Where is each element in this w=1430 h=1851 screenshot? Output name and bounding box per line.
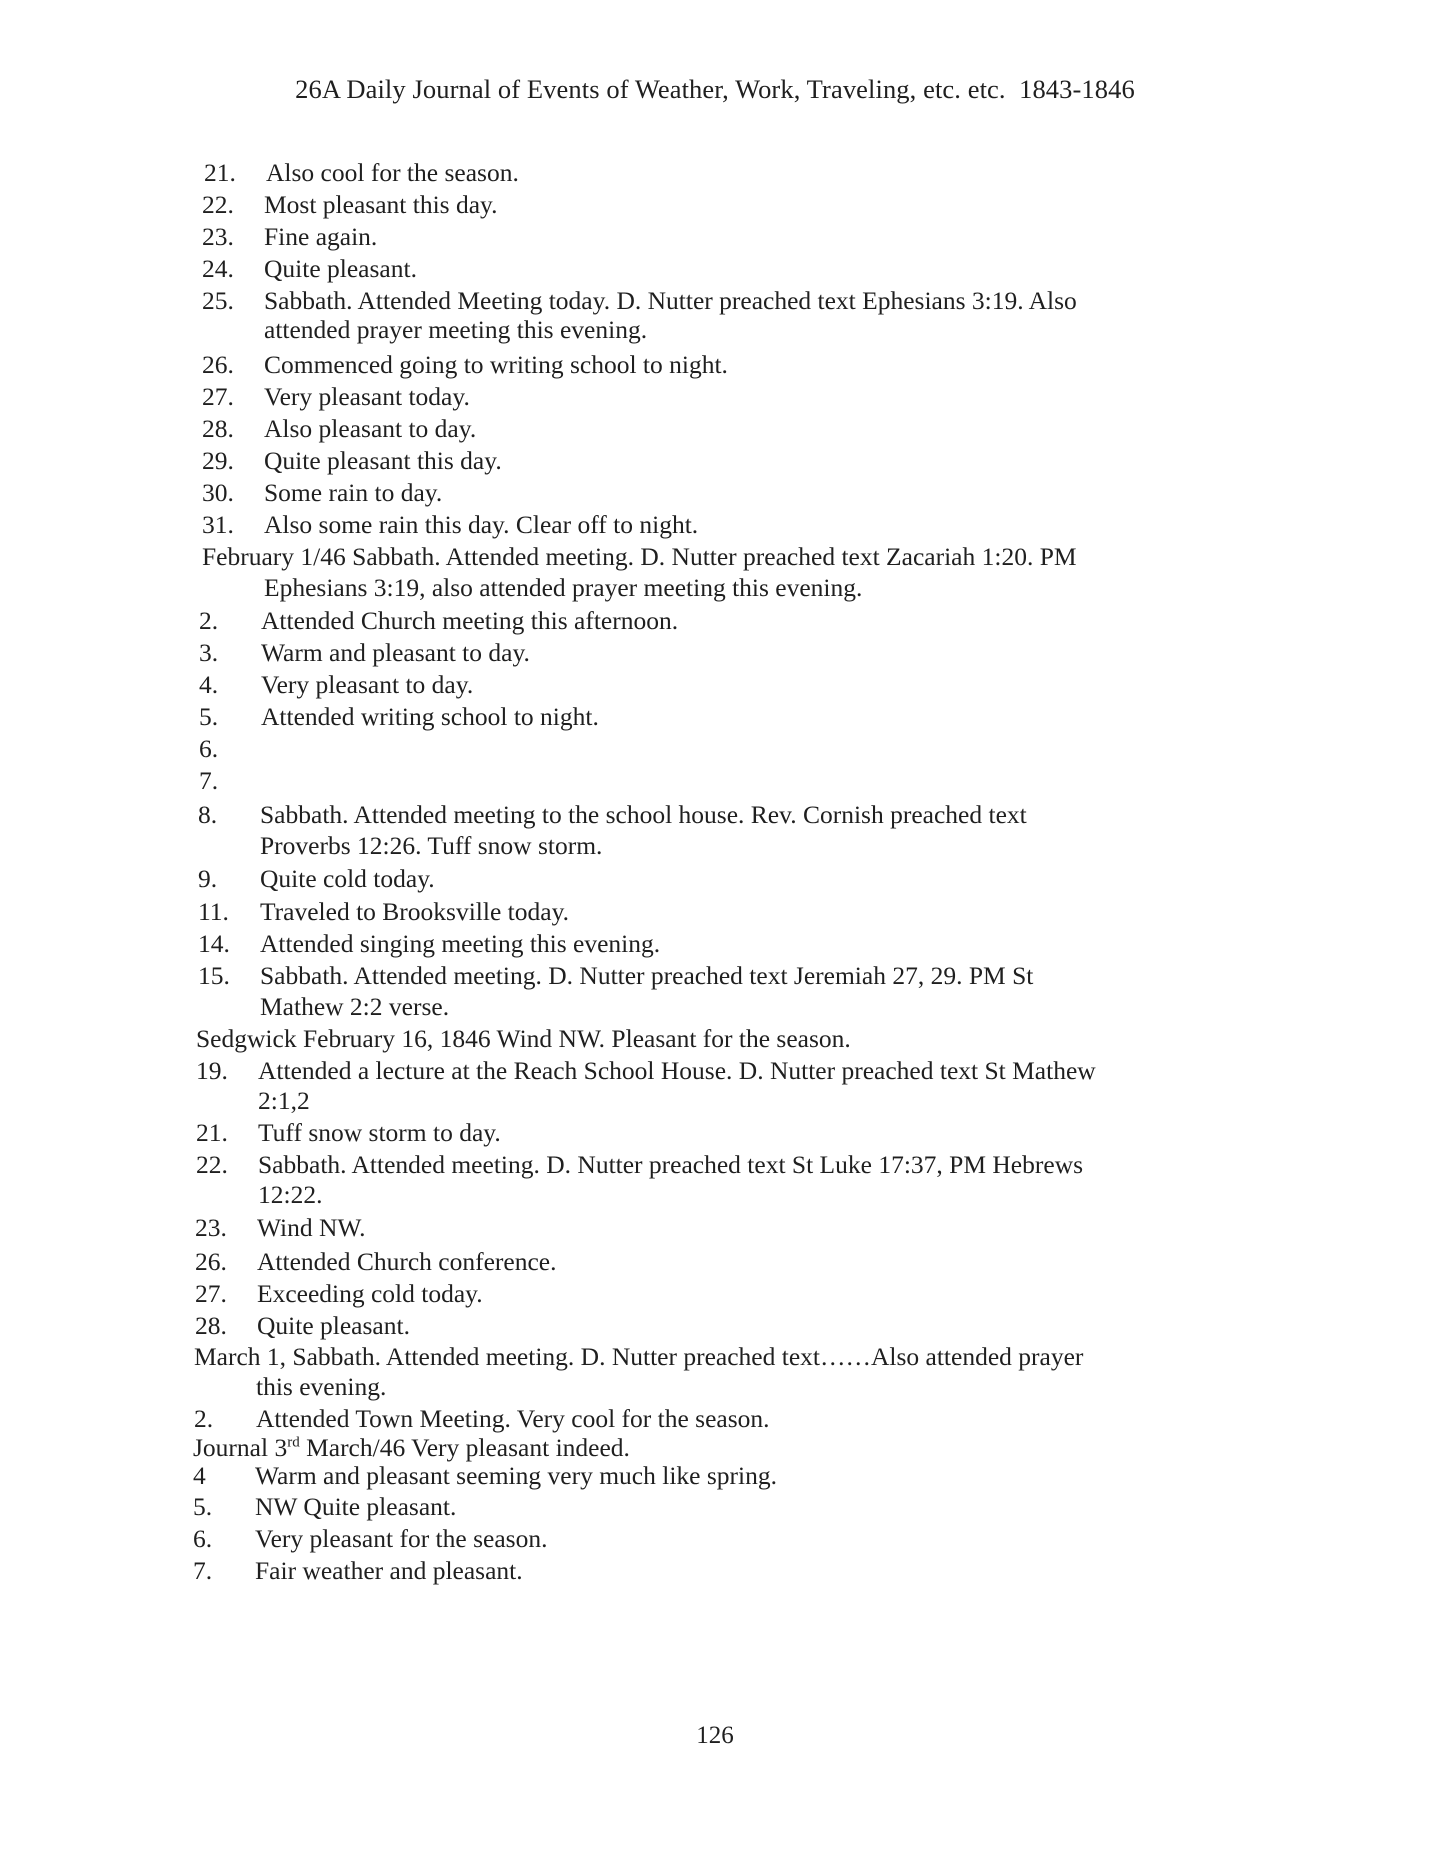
entry-day-number: 3. [199, 638, 219, 667]
entry-day-number: 25. [202, 286, 234, 315]
entry-day-number: 29. [202, 446, 234, 475]
entry-text: Sabbath. Attended meeting. D. Nutter preached text Jeremiah 27, 29. PM St [260, 961, 1034, 990]
entry-text: Quite pleasant. [257, 1311, 410, 1340]
entry-day-number: 2. [194, 1404, 214, 1433]
entry-text: Ephesians 3:19, also attended prayer meeting this evening. [264, 573, 863, 602]
journal-date-line: Sedgwick February 16, 1846 Wind NW. Pleasant for the season. [196, 1024, 851, 1053]
entry-text: Sabbath. Attended meeting. D. Nutter preached text St Luke 17:37, PM Hebrews [258, 1150, 1084, 1179]
entry-day-number: 23. [195, 1213, 227, 1242]
entry-text: Tuff snow storm to day. [258, 1118, 501, 1147]
entry-day-number: 21. [196, 1118, 228, 1147]
entry-text: Very pleasant for the season. [255, 1524, 548, 1553]
entry-text: 2:1,2 [258, 1086, 310, 1115]
entry-day-number: 11. [198, 897, 229, 926]
entry-text: Very pleasant today. [264, 382, 470, 411]
entry-text: Exceeding cold today. [257, 1279, 483, 1308]
entry-day-number: 5. [193, 1492, 213, 1521]
entry-text: Mathew 2:2 verse. [260, 992, 450, 1021]
entry-text: Fair weather and pleasant. [255, 1556, 523, 1585]
journal-title: 26A Daily Journal of Events of Weather, Work, Traveling, etc. etc. [295, 74, 1006, 104]
entry-day-number: 9. [198, 864, 218, 893]
entry-text: Attended Town Meeting. Very cool for the season. [256, 1404, 770, 1433]
entry-text: Attended Church conference. [257, 1247, 557, 1276]
entry-text: Attended singing meeting this evening. [260, 929, 661, 958]
entry-day-number: 7. [193, 1556, 213, 1585]
entry-text: Attended Church meeting this afternoon. [261, 606, 679, 635]
entry-day-number: 21. [204, 158, 236, 187]
entry-day-number: 24. [202, 254, 234, 283]
entry-day-number: 4. [199, 670, 219, 699]
entry-text: Wind NW. [257, 1213, 366, 1242]
entry-day-number: 27. [202, 382, 234, 411]
page-number: 126 [696, 1722, 734, 1749]
entry-text: Also pleasant to day. [264, 414, 477, 443]
entry-day-number: 6. [193, 1524, 213, 1553]
entry-text: Very pleasant to day. [261, 670, 474, 699]
entry-day-number: 22. [196, 1150, 228, 1179]
entry-text: Quite pleasant. [264, 254, 417, 283]
entry-day-number: 26. [195, 1247, 227, 1276]
entry-day-number: 14. [198, 929, 230, 958]
entry-text: Sabbath. Attended Meeting today. D. Nutter preached text Ephesians 3:19. Also [264, 286, 1077, 315]
entry-day-number: 5. [199, 702, 219, 731]
entry-text: Warm and pleasant seeming very much like spring. [255, 1461, 777, 1490]
entry-text: 12:22. [258, 1180, 323, 1209]
entry-text: NW Quite pleasant. [255, 1492, 457, 1521]
entry-day-number: 6. [199, 734, 219, 763]
entry-text: Also some rain this day. Clear off to night. [264, 510, 699, 539]
entry-day-number: 15. [198, 961, 230, 990]
entry-text: Commenced going to writing school to night. [264, 350, 728, 379]
entry-text: Attended writing school to night. [261, 702, 599, 731]
entry-day-number: 23. [202, 222, 234, 251]
entry-day-number: 8. [198, 800, 218, 829]
entry-text: Most pleasant this day. [264, 190, 498, 219]
entry-day-number: 2. [199, 606, 219, 635]
entry-text: Attended a lecture at the Reach School House. D. Nutter preached text St Mathew [258, 1056, 1096, 1085]
entry-day-number: 7. [199, 766, 219, 795]
entry-text: Quite pleasant this day. [264, 446, 502, 475]
entry-text: Fine again. [264, 222, 378, 251]
journal-date-line: March 1, Sabbath. Attended meeting. D. Nutter preached text……Also attended prayer [194, 1342, 1084, 1371]
entry-text: Quite cold today. [260, 864, 435, 893]
entry-text: Warm and pleasant to day. [261, 638, 530, 667]
entry-day-number: 22. [202, 190, 234, 219]
entry-day-number: 19. [196, 1056, 228, 1085]
entry-day-number: 4 [193, 1461, 206, 1490]
journal-date-line: Journal 3rd March/46 Very pleasant indeed. [193, 1433, 630, 1462]
entry-text: attended prayer meeting this evening. [264, 315, 648, 344]
entry-text: Sabbath. Attended meeting to the school house. Rev. Cornish preached text [260, 800, 1027, 829]
entry-day-number: 28. [202, 414, 234, 443]
entry-text: this evening. [256, 1372, 387, 1401]
entry-text: Proverbs 12:26. Tuff snow storm. [260, 831, 603, 860]
entry-text: Some rain to day. [264, 478, 443, 507]
entry-day-number: 27. [195, 1279, 227, 1308]
journal-years: 1843-1846 [1019, 74, 1135, 104]
journal-date-line: February 1/46 Sabbath. Attended meeting. D. Nutter preached text Zacariah 1:20. PM [202, 542, 1077, 571]
entry-text: Also cool for the season. [266, 158, 519, 187]
entry-day-number: 31. [202, 510, 234, 539]
entry-text: Traveled to Brooksville today. [260, 897, 570, 926]
entry-day-number: 26. [202, 350, 234, 379]
entry-day-number: 30. [202, 478, 234, 507]
entry-day-number: 28. [195, 1311, 227, 1340]
